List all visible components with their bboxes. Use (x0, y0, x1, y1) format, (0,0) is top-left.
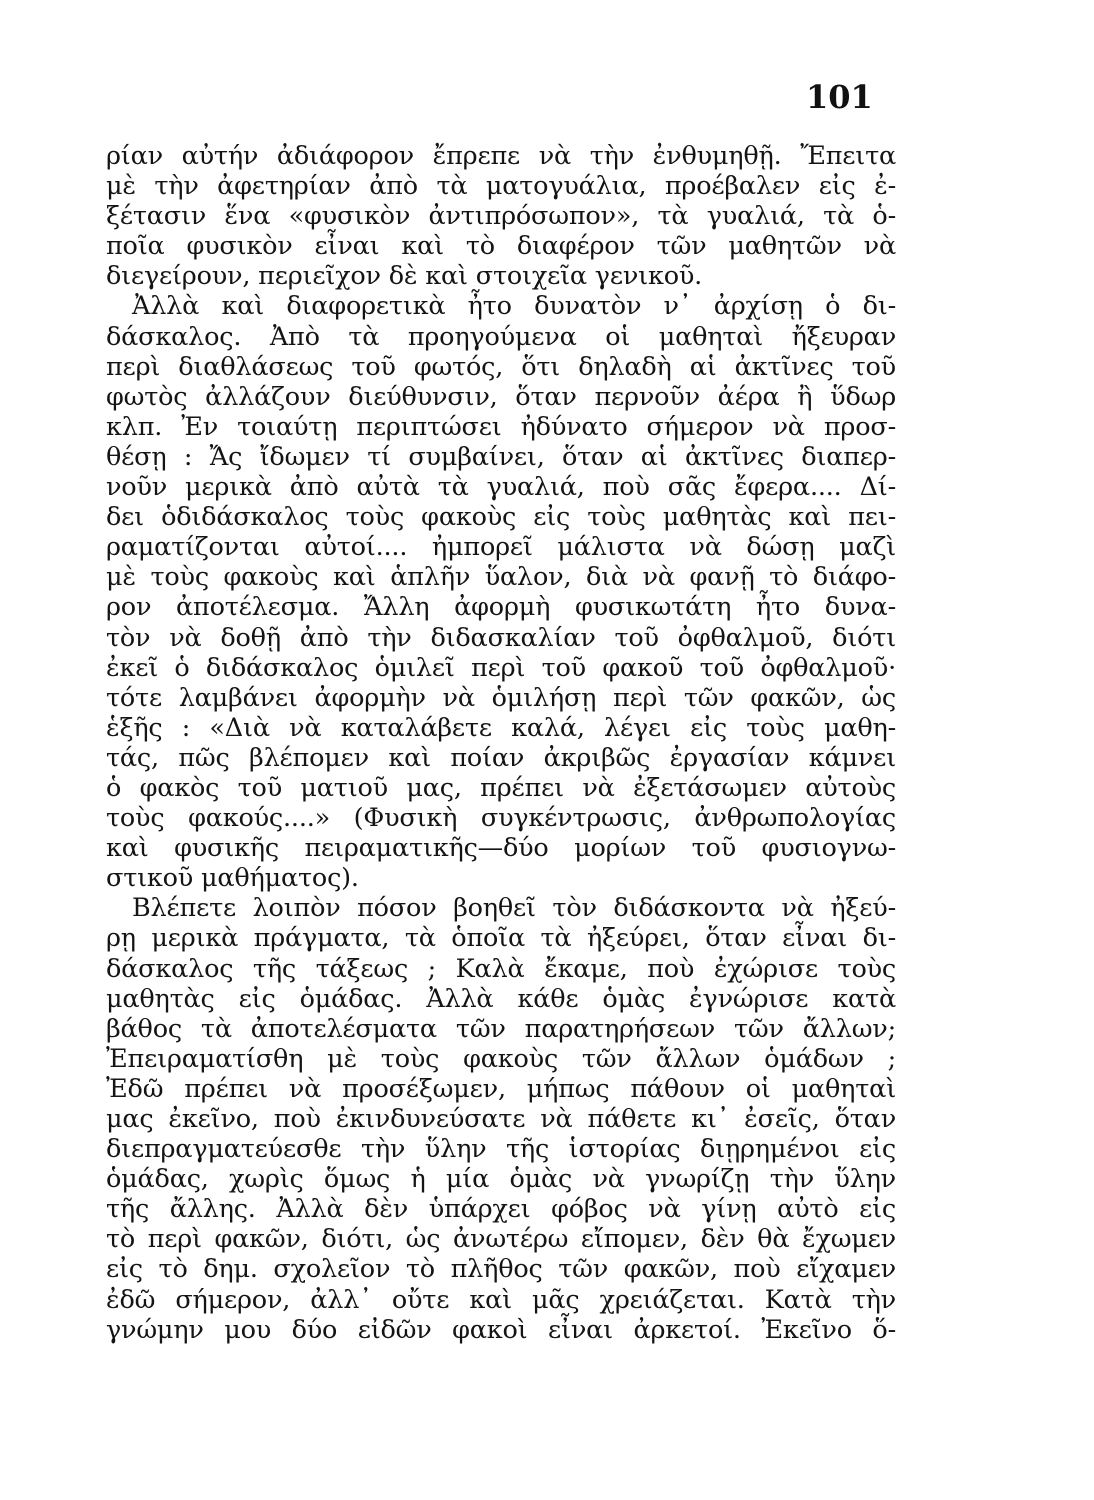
text-line: ρῃ μερικὰ πράγματα, τὰ ὁποῖα τὰ ἠξεύρει, ὅταν εἶναι δι- (106, 923, 896, 954)
text-line: ἐκεῖ ὁ διδάσκαλος ὁμιλεῖ περὶ τοῦ φακοῦ τοῦ ὀφθαλμοῦ· (106, 652, 896, 683)
text-line: θέσῃ : Ἄς ἴδωμεν τί συμβαίνει, ὅταν αἱ ἀκτῖνες διαπερ- (106, 441, 896, 472)
text-line: τοὺς φακούς....» (Φυσικὴ συγκέντρωσις, ἀνθρωπολογίας (106, 803, 896, 834)
text-line: ὁμάδας, χωρὶς ὅμως ἡ μία ὁμὰς νὰ γνωρίζῃ τὴν ὕλην (106, 1164, 896, 1195)
paragraph-first-line: Βλέπετε λοιπὸν πόσον βοηθεῖ τὸν διδάσκοντα νὰ ἠξεύ- (132, 893, 896, 924)
text-line: διεπραγματεύεσθε τὴν ὕλην τῆς ἱστορίας διῃρημένοι εἰς (106, 1134, 896, 1165)
text-line: τὸ περὶ φακῶν, διότι, ὡς ἀνωτέρω εἴπομεν, δὲν θὰ ἔχωμεν (106, 1224, 896, 1255)
text-line: τάς, πῶς βλέπομεν καὶ ποίαν ἀκριβῶς ἐργασίαν κάμνει (106, 742, 896, 773)
text-line: ἐδῶ σήμερον, ἀλλ᾽ οὔτε καὶ μᾶς χρειάζεται. Κατὰ τὴν (106, 1284, 896, 1315)
text-line: ἑξῆς : «Διὰ νὰ καταλάβετε καλά, λέγει εἰς τοὺς μαθη- (106, 712, 896, 743)
text-line: φωτὸς ἀλλάζουν διεύθυνσιν, ὅταν περνοῦν ἀέρα ἢ ὕδωρ (106, 381, 896, 412)
text-line: Ἐπειραματίσθη μὲ τοὺς φακοὺς τῶν ἄλλων ὁμάδων ; (106, 1043, 896, 1074)
text-line: κλπ. Ἐν τοιαύτῃ περιπτώσει ἠδύνατο σήμερον νὰ προσ- (106, 411, 896, 442)
page-number: 101 (806, 78, 873, 116)
text-line: ρίαν αὐτήν ἀδιάφορον ἔπρεπε νὰ τὴν ἐνθυμηθῇ. Ἔπειτα (106, 141, 896, 171)
paragraph-first-line: Ἀλλὰ καὶ διαφορετικὰ ἦτο δυνατὸν ν᾽ ἀρχίσῃ ὁ δι- (132, 291, 896, 322)
text-line: ποῖα φυσικὸν εἶναι καὶ τὸ διαφέρον τῶν μαθητῶν νὰ (106, 231, 896, 262)
text-line: Ἐδῶ πρέπει νὰ προσέξωμεν, μήπως πάθουν οἱ μαθηταὶ (106, 1073, 896, 1104)
text-line: καὶ φυσικῆς πειραματικῆς—δύο μορίων τοῦ φυσιογνω- (106, 833, 896, 864)
text-line: μὲ τὴν ἀφετηρίαν ἀπὸ τὰ ματογυάλια, προέβαλεν εἰς ἐ- (106, 171, 896, 202)
text-line: στικοῦ μαθήματος). (106, 863, 359, 894)
text-line: νοῦν μερικὰ ἀπὸ αὐτὰ τὰ γυαλιά, ποὺ σᾶς ἔφερα.... Δί- (106, 472, 896, 503)
text-line: δάσκαλος τῆς τάξεως ; Καλὰ ἔκαμε, ποὺ ἐχώρισε τοὺς (106, 953, 896, 984)
text-line: ραματίζονται αὐτοί.... ἠμπορεῖ μάλιστα νὰ δώσῃ μαζὶ (106, 532, 896, 563)
text-line: ρον ἀποτέλεσμα. Ἄλλη ἀφορμὴ φυσικωτάτη ἦτο δυνα- (106, 592, 896, 623)
text-line: εἰς τὸ δημ. σχολεῖον τὸ πλῆθος τῶν φακῶν, ποὺ εἴχαμεν (106, 1254, 896, 1285)
body-text (106, 141, 896, 1345)
text-line: γνώμην μου δύο εἰδῶν φακοὶ εἶναι ἀρκετοί. Ἐκεῖνο ὅ- (106, 1314, 896, 1345)
text-line: τῆς ἄλλης. Ἀλλὰ δὲν ὑπάρχει φόβος νὰ γίνῃ αὐτὸ εἰς (106, 1194, 896, 1225)
text-line: δει ὁδιδάσκαλος τοὺς φακοὺς εἰς τοὺς μαθητὰς καὶ πει- (106, 502, 896, 533)
text-line: δάσκαλος. Ἀπὸ τὰ προηγούμενα οἱ μαθηταὶ ἤξευραν (106, 321, 896, 352)
text-line: ὁ φακὸς τοῦ ματιοῦ μας, πρέπει νὰ ἐξετάσωμεν αὐτοὺς (106, 772, 896, 803)
text-line: περὶ διαθλάσεως τοῦ φωτός, ὅτι δηλαδὴ αἱ ἀκτῖνες τοῦ (106, 351, 896, 382)
text-line: μαθητὰς εἰς ὁμάδας. Ἀλλὰ κάθε ὁμὰς ἐγνώρισε κατὰ (106, 983, 896, 1014)
text-line: μας ἐκεῖνο, ποὺ ἐκινδυνεύσατε νὰ πάθετε κι᾽ ἐσεῖς, ὅταν (106, 1104, 896, 1134)
text-line: τότε λαμβάνει ἀφορμὴν νὰ ὁμιλήσῃ περὶ τῶν φακῶν, ὡς (106, 682, 896, 713)
text-line: βάθος τὰ ἀποτελέσματα τῶν παρατηρήσεων τῶν ἄλλων; (106, 1013, 896, 1044)
text-line: ξέτασιν ἕνα «φυσικὸν ἀντιπρόσωπον», τὰ γυαλιά, τὰ ὁ- (106, 201, 896, 232)
text-line: διεγείρουν, περιεῖχον δὲ καὶ στοιχεῖα γενικοῦ. (106, 261, 703, 292)
text-line: μὲ τοὺς φακοὺς καὶ ἁπλῆν ὕαλον, διὰ νὰ φανῇ τὸ διάφο- (106, 562, 896, 593)
text-line: τὸν νὰ δοθῇ ἀπὸ τὴν διδασκαλίαν τοῦ ὀφθαλμοῦ, διότι (106, 622, 896, 653)
